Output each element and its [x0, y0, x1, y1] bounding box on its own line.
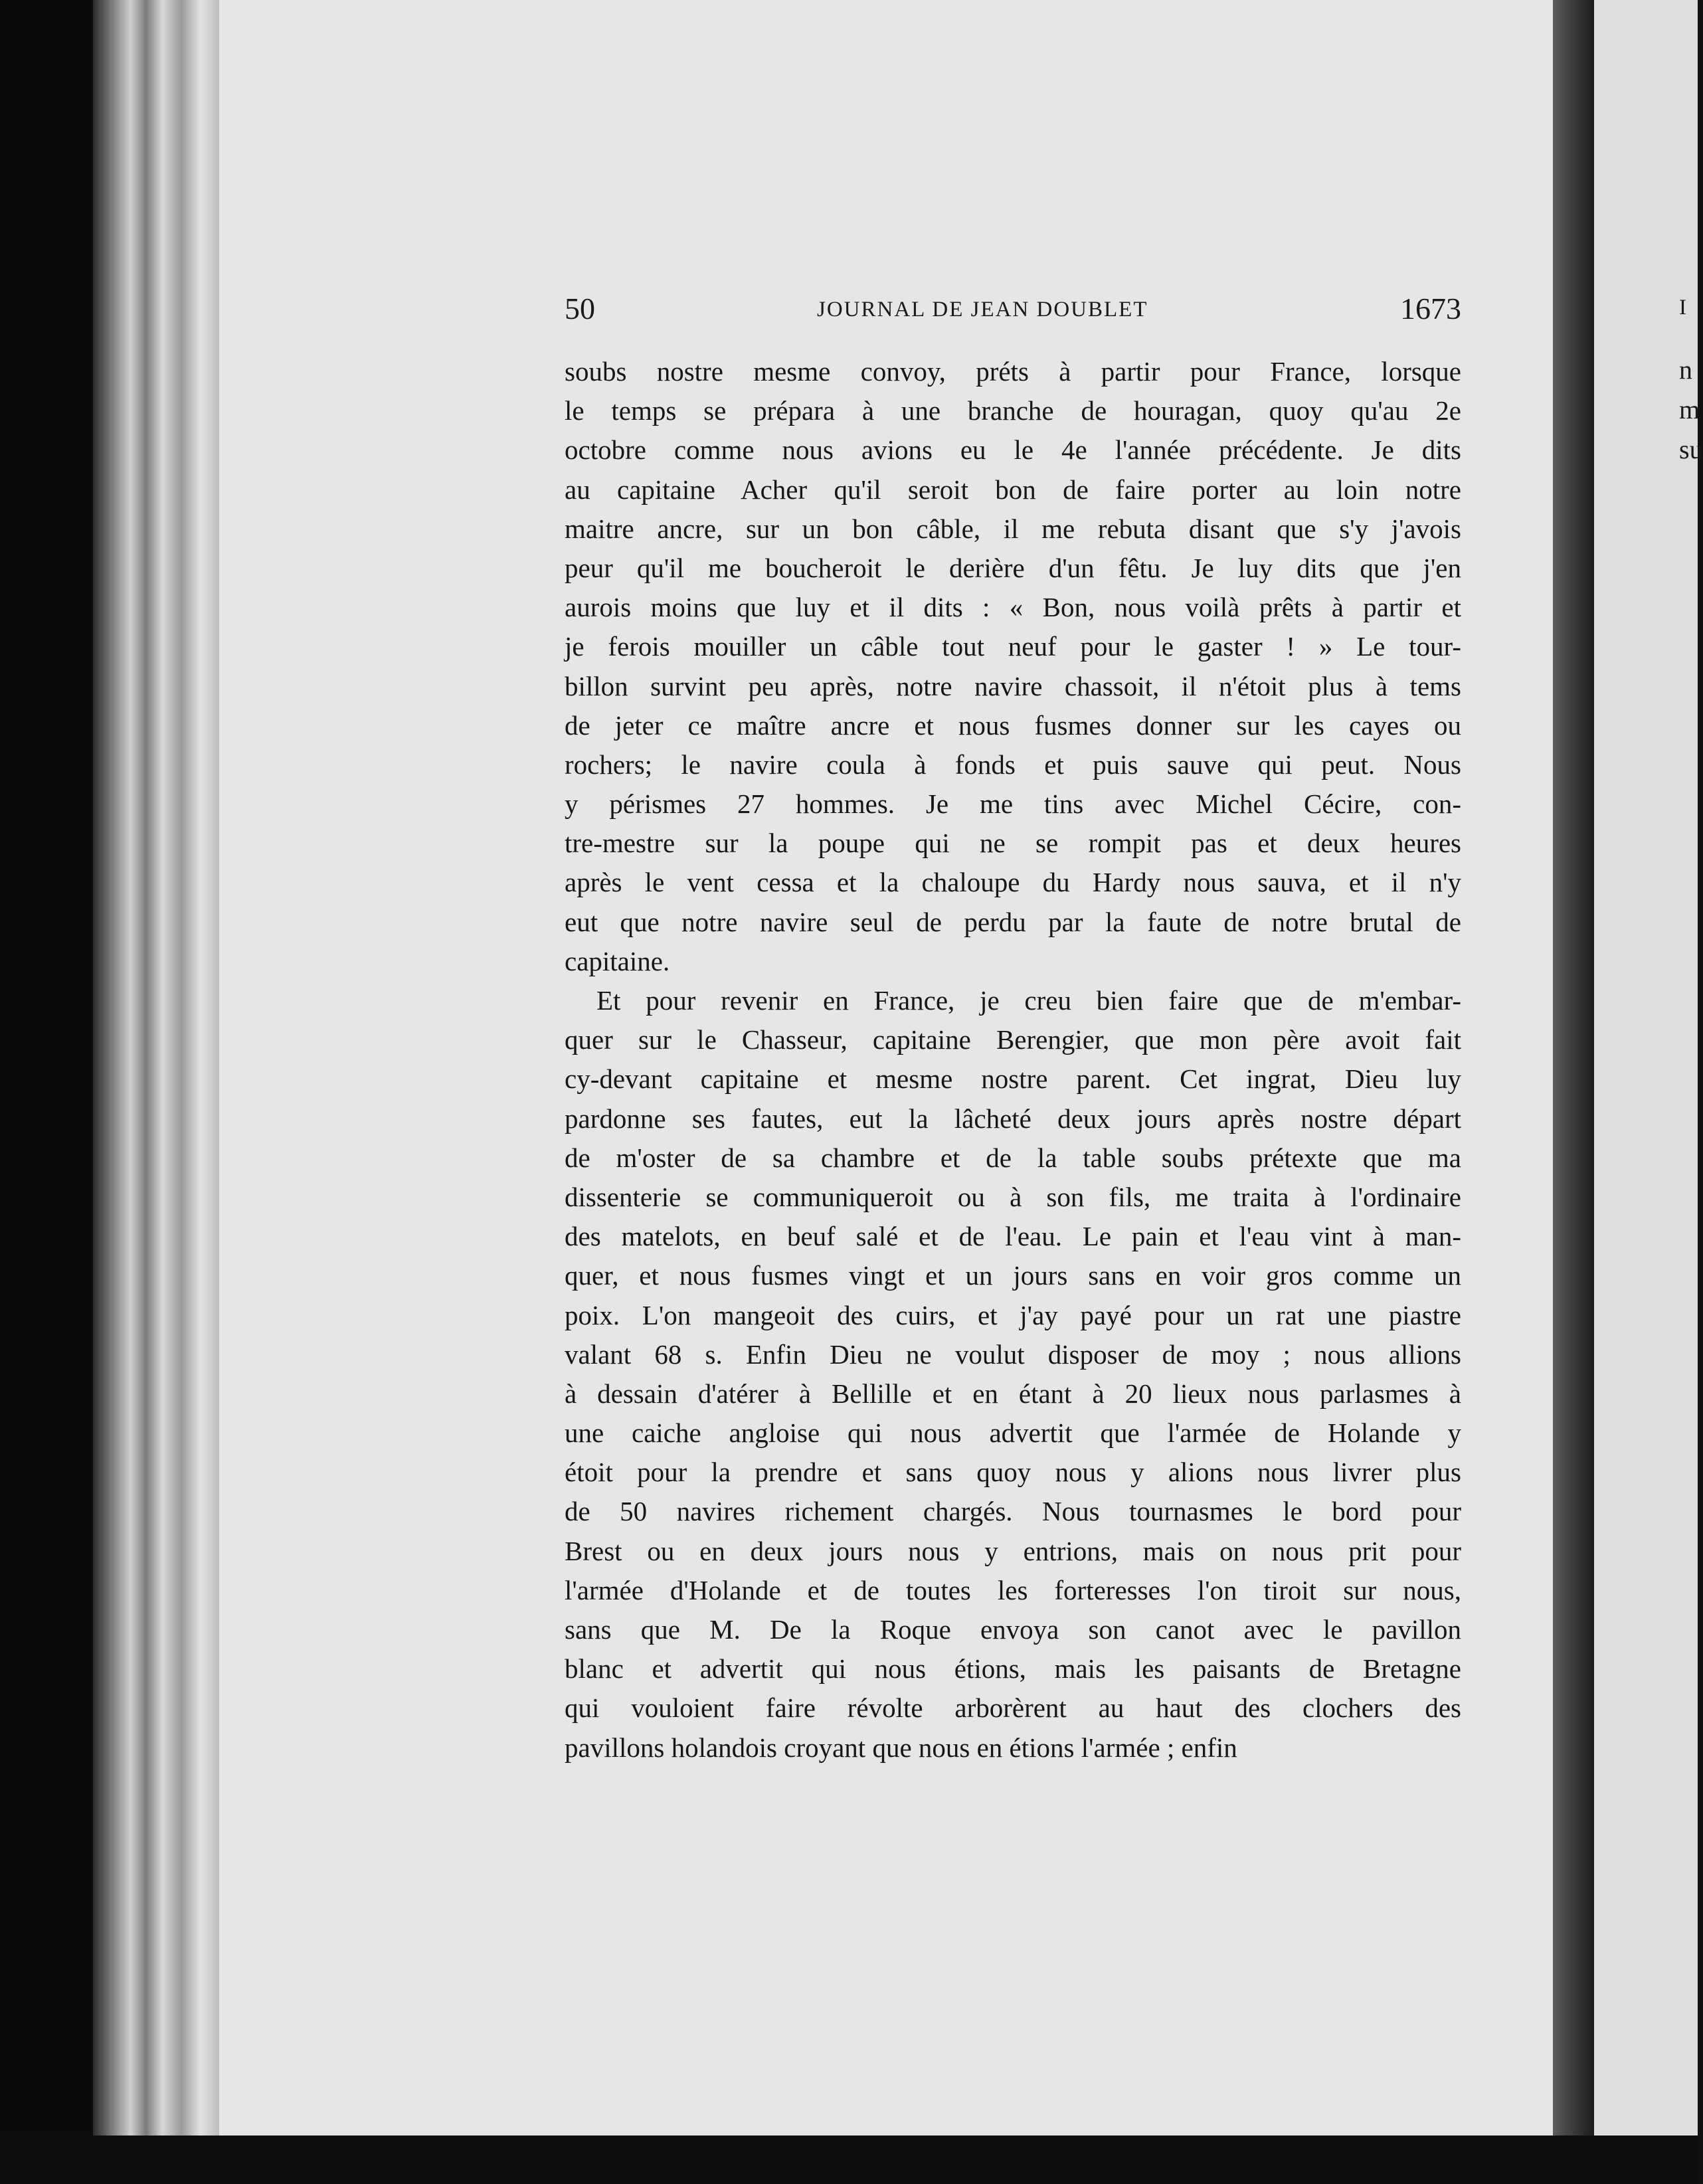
facing-line-fragment: n: [1679, 355, 1692, 385]
text-line: de m'oster de sa chambre et de la table soubs prétexte que ma: [565, 1142, 1461, 1173]
text-line: je ferois mouiller un câble tout neuf pour le gaster ! » Le tour-: [565, 631, 1461, 662]
text-line: blanc et advertit qui nous étions, mais les paisants de Bretagne: [565, 1653, 1461, 1684]
text-line: billon survint peu après, notre navire chassoit, il n'étoit plus à tems: [565, 670, 1461, 701]
text-line: valant 68 s. Enfin Dieu ne voulut disposer de moy ; nous allions: [565, 1338, 1461, 1370]
text-line: quer, et nous fusmes vingt et un jours sans en voir gros comme un: [565, 1260, 1461, 1291]
text-line: poix. L'on mangeoit des cuirs, et j'ay payé pour un rat une piastre: [565, 1299, 1461, 1330]
text-line: sans que M. De la Roque envoya son canot avec le pavillon: [565, 1614, 1461, 1645]
book-gutter: [1553, 0, 1594, 2136]
page-body: [565, 352, 1461, 1768]
text-line: eut que notre navire seul de perdu par la faute de notre brutal de: [565, 906, 1461, 937]
text-line: soubs nostre mesme convoy, préts à partir pour France, lorsque: [565, 356, 1461, 387]
facing-line-fragment: su: [1679, 434, 1703, 464]
text-line: aurois moins que luy et il dits : « Bon, nous voilà prêts à partir et: [565, 592, 1461, 623]
text-line: au capitaine Acher qu'il seroit bon de faire porter au loin notre: [565, 474, 1461, 505]
header-year: 1673: [1400, 292, 1461, 325]
text-line: de 50 navires richement chargés. Nous tournasmes le bord pour: [565, 1496, 1461, 1527]
book-page-edges: [93, 0, 219, 2184]
text-line: y pérismes 27 hommes. Je me tins avec Michel Cécire, con-: [565, 788, 1461, 820]
facing-page-text: [1679, 296, 1703, 474]
text-line: à dessain d'atérer à Bellille et en étant à 20 lieux nous parlasmes à: [565, 1378, 1461, 1409]
text-line: des matelots, en beuf salé et de l'eau. Le pain et l'eau vint à man-: [565, 1221, 1461, 1252]
text-line: Et pour revenir en France, je creu bien faire que de m'embar-: [596, 985, 1461, 1016]
text-line: qui vouloient faire révolte arborèrent au haut des clochers des: [565, 1692, 1461, 1724]
page-header: [565, 291, 1461, 337]
facing-page-number: I: [1679, 296, 1686, 319]
text-line: Brest ou en deux jours nous y entrions, mais on nous prit pour: [565, 1535, 1461, 1566]
text-line: dissenterie se communiqueroit ou à son fils, me traita à l'ordinaire: [565, 1181, 1461, 1212]
facing-line-fragment: m: [1679, 395, 1700, 424]
text-line: étoit pour la prendre et sans quoy nous y alions nous livrer plus: [565, 1457, 1461, 1488]
text-line: maitre ancre, sur un bon câble, il me rebuta disant que s'y j'avois: [565, 513, 1461, 544]
text-line: l'armée d'Holande et de toutes les forteresses l'on tiroit sur nous,: [565, 1574, 1461, 1605]
text-line: pardonne ses fautes, eut la lâcheté deux jours après nostre départ: [565, 1103, 1461, 1134]
text-line: quer sur le Chasseur, capitaine Berengier, que mon père avoit fait: [565, 1024, 1461, 1055]
scanner-background-left: [0, 0, 93, 2184]
text-line: cy-devant capitaine et mesme nostre parent. Cet ingrat, Dieu luy: [565, 1063, 1461, 1095]
text-line: une caiche angloise qui nous advertit que l'armée de Holande y: [565, 1417, 1461, 1449]
page-number: 50: [565, 292, 595, 325]
text-line: de jeter ce maître ancre et nous fusmes donner sur les cayes ou: [565, 709, 1461, 741]
scanner-background-bottom: [0, 2136, 1698, 2184]
text-line: le temps se prépara à une branche de houragan, quoy qu'au 2e: [565, 395, 1461, 426]
running-title: JOURNAL DE JEAN DOUBLET: [817, 298, 1148, 321]
text-line: octobre comme nous avions eu le 4e l'année précédente. Je dits: [565, 434, 1461, 466]
text-line: peur qu'il me boucheroit le derière d'un fêtu. Je luy dits que j'en: [565, 552, 1461, 583]
text-line: tre-mestre sur la poupe qui ne se rompit pas et deux heures: [565, 828, 1461, 859]
text-line: pavillons holandois croyant que nous en étions l'armée ; enfin: [565, 1732, 1237, 1763]
text-line: rochers; le navire coula à fonds et puis sauve qui peut. Nous: [565, 749, 1461, 780]
text-line: capitaine.: [565, 945, 670, 976]
text-line: après le vent cessa et la chaloupe du Hardy nous sauva, et il n'y: [565, 867, 1461, 898]
